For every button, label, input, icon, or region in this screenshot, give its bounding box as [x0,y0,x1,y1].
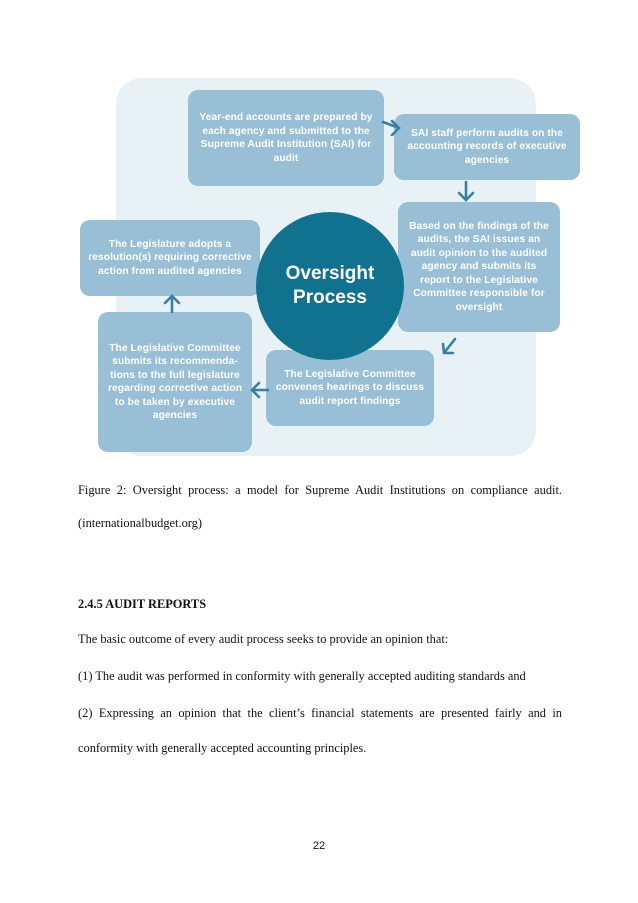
intro-paragraph: The basic outcome of every audit process seeks to provide an opinion that: [78,632,449,646]
arrow-down-left-icon [438,336,460,358]
arrow-down-icon [456,180,476,204]
box-legislature-resolution: The Legislature adopts a resolution(s) requiring corrective action from audited agencies [80,220,260,296]
figure-caption: Figure 2: Oversight process: a model for Supreme Audit Institutions on compliance audit. [78,483,562,497]
figure-caption-source: (internationalbudget.org) [78,516,202,530]
box-committee-recommendations: The Legislative Committee submits its recommenda-tions to the full legislature regarding corrective action to be taken by executive agencies [98,312,252,452]
arrow-up-icon [162,292,182,314]
box-committee-hearings: The Legislative Committee convenes hearings to discuss audit report findings [266,350,434,426]
section-heading: 2.4.5 AUDIT REPORTS [78,597,207,611]
oversight-process-figure [80,78,580,458]
box-audit-findings: Based on the findings of the audits, the SAI issues an audit opinion to the audited agency and submits its report to the Legislative Committee responsible for oversight [398,202,560,332]
oversight-process-circle: Oversight Process [256,212,404,360]
arrow-right-icon [380,118,404,138]
arrow-left-icon [248,380,270,400]
list-item-2-line-2: conformity with generally accepted accounting principles. [78,741,367,755]
list-item-1: (1) The audit was performed in conformity with generally accepted auditing standards and [78,669,526,683]
page-number: 22 [312,840,326,852]
box-year-end-accounts: Year-end accounts are prepared by each agency and submitted to the Supreme Audit Institution (SAI) for audit [188,90,384,186]
box-sai-staff-audits: SAI staff perform audits on the accounting records of executive agencies [394,114,580,180]
list-item-2-line-1: (2) Expressing an opinion that the client’s financial statements are presented fairly and in [78,706,562,720]
